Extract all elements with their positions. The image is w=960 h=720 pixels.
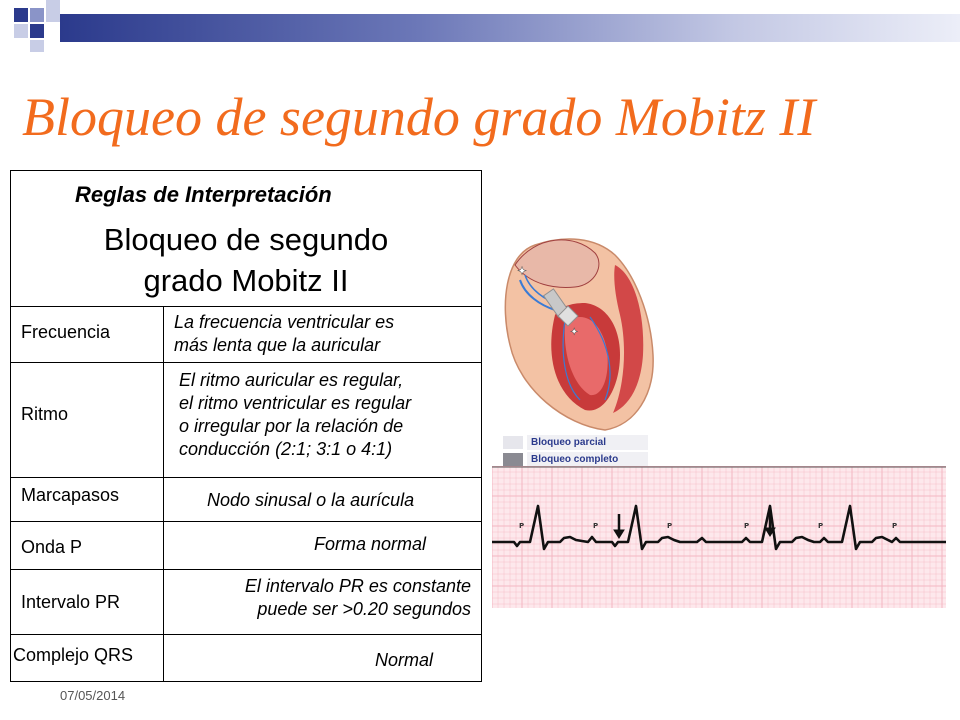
svg-text:✦: ✦ [570,327,579,338]
table-divider [11,477,481,478]
table-divider [11,634,481,635]
row-value-line: puede ser >0.20 segundos [257,599,471,619]
row-label-onda-p: Onda P [21,537,83,557]
table-header-rules: Reglas de Interpretación [75,182,332,207]
p-wave-label: P [593,522,599,530]
row-value-intervalo-pr [185,575,471,621]
svg-text:✦: ✦ [517,264,528,278]
row-value-marcapasos [207,489,414,512]
row-value-line: El ritmo auricular es regular, [179,370,404,390]
row-value-line: La frecuencia ventricular es [174,312,395,332]
row-value-frecuencia [174,311,394,357]
p-wave-label: P [818,522,824,530]
p-wave-label: P [667,522,673,530]
row-value-line: El intervalo PR es constante [244,576,471,596]
table-column-divider [163,306,164,681]
p-wave-label: P [519,522,525,530]
legend-swatch-complete [503,453,523,466]
table-header-name-line2: grado Mobitz II [143,263,349,298]
row-value-complejo-qrs [375,649,433,672]
row-value-line: Forma normal [314,534,427,554]
row-value-line: el ritmo ventricular es regular [179,393,412,413]
header-gradient-bar [60,14,960,42]
row-value-line: conducción (2:1; 3:1 o 4:1) [179,439,393,459]
heart-conduction-illustration [495,225,660,435]
table-divider [11,306,481,307]
slide-date: 07/05/2014 [60,688,126,703]
legend-complete-block [503,452,648,467]
p-wave-label: P [892,522,898,530]
row-label-marcapasos: Marcapasos [21,485,120,505]
row-label-complejo-qrs: Complejo QRS [13,645,134,665]
table-header-name-line1: Bloqueo de segundo [103,222,389,257]
table-header [11,171,481,306]
row-value-line: o irregular por la relación de [179,416,404,436]
row-label-intervalo-pr: Intervalo PR [21,592,121,612]
slide-title: Bloqueo de segundo grado Mobitz II [22,87,816,147]
legend-label-partial: Bloqueo parcial [527,435,648,450]
legend-partial-block [503,435,648,450]
row-value-line: más lenta que la auricular [174,335,381,355]
row-label-ritmo: Ritmo [21,404,69,424]
table-header-block-name [11,219,481,301]
legend-label-complete: Bloqueo completo [527,452,648,467]
table-divider [11,521,481,522]
heart-legend [503,435,648,469]
interpretation-rules-table [10,170,482,682]
row-value-ritmo [179,369,411,461]
legend-swatch-partial [503,436,523,449]
row-value-line: Normal [375,650,434,670]
ecg-strip [492,466,946,608]
table-divider [11,362,481,363]
row-value-line: Nodo sinusal o la aurícula [207,490,415,510]
row-label-frecuencia: Frecuencia [21,322,111,342]
table-divider [11,569,481,570]
p-wave-label: P [744,522,750,530]
row-value-onda-p [314,533,426,556]
